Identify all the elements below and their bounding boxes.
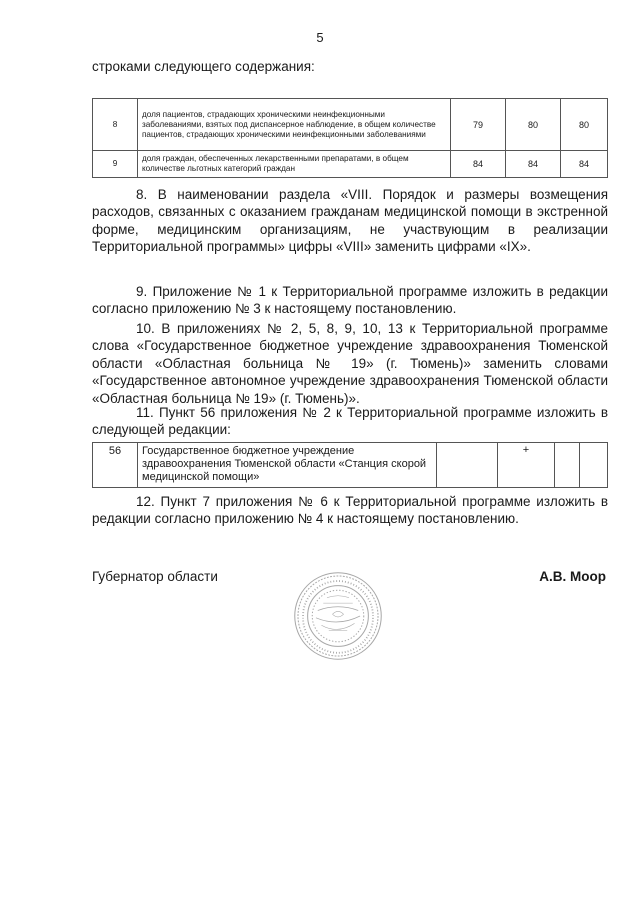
indicators-table	[92, 98, 608, 178]
table-row	[93, 443, 608, 488]
signer-name: А.В. Моор	[539, 569, 606, 584]
official-seal-icon	[292, 570, 384, 662]
row-value: 84	[561, 151, 608, 178]
table-row	[93, 99, 608, 151]
row-number: 56	[93, 443, 138, 488]
row-mark: +	[498, 443, 555, 488]
page-number: 5	[316, 30, 324, 45]
empty-cell	[555, 443, 580, 488]
empty-cell	[580, 443, 608, 488]
row-number: 8	[93, 99, 138, 151]
table-row	[93, 151, 608, 178]
row-value: 80	[561, 99, 608, 151]
row-description: доля граждан, обеспеченных лекарственными препаратами, в общем количестве льготных категорий граждан	[138, 151, 451, 178]
paragraph-12: 12. Пункт 7 приложения № 6 к Территориальной программе изложить в редакции согласно приложению № 4 к настоящему постановлению.	[92, 494, 608, 527]
row-value: 84	[451, 151, 506, 178]
paragraph-8: 8. В наименовании раздела «VIII. Порядок и размеры возмещения расходов, связанных с оказанием гражданам медицинской помощи в экстренной форме, медицинским организациям, не участвующим в реализации Территориальной программы» цифры «VIII» заменить цифрами «IX».	[92, 187, 608, 255]
row-description: Государственное бюджетное учреждение здравоохранения Тюменской области «Станция скорой медицинской помощи»	[138, 443, 437, 488]
intro-text: строками следующего содержания:	[92, 59, 315, 74]
row-value: 79	[451, 99, 506, 151]
signer-title: Губернатор области	[92, 569, 218, 584]
paragraph-11: 11. Пункт 56 приложения № 2 к Территориальной программе изложить в следующей редакции:	[92, 405, 608, 438]
organization-table	[92, 442, 608, 488]
row-value: 84	[506, 151, 561, 178]
row-value: 80	[506, 99, 561, 151]
row-description: доля пациентов, страдающих хроническими неинфекционными заболеваниями, взятых под диспансерное наблюдение, в общем количестве пациентов, страдающих хроническими неинфекционными заболеваниями	[138, 99, 451, 151]
paragraph-9: 9. Приложение № 1 к Территориальной программе изложить в редакции согласно приложению № 3 к настоящему постановлению.	[92, 284, 608, 317]
paragraph-10: 10. В приложениях № 2, 5, 8, 9, 10, 13 к Территориальной программе слова «Государственное бюджетное учреждение здравоохранения Тюменской области «Областная больница № 19» (г. Тюмень)» заменить словами «Государственное автономное учреждение здравоохранения Тюменской области «Областная больница № 19» (г. Тюмень)».	[92, 321, 608, 406]
empty-cell	[437, 443, 498, 488]
row-number: 9	[93, 151, 138, 178]
